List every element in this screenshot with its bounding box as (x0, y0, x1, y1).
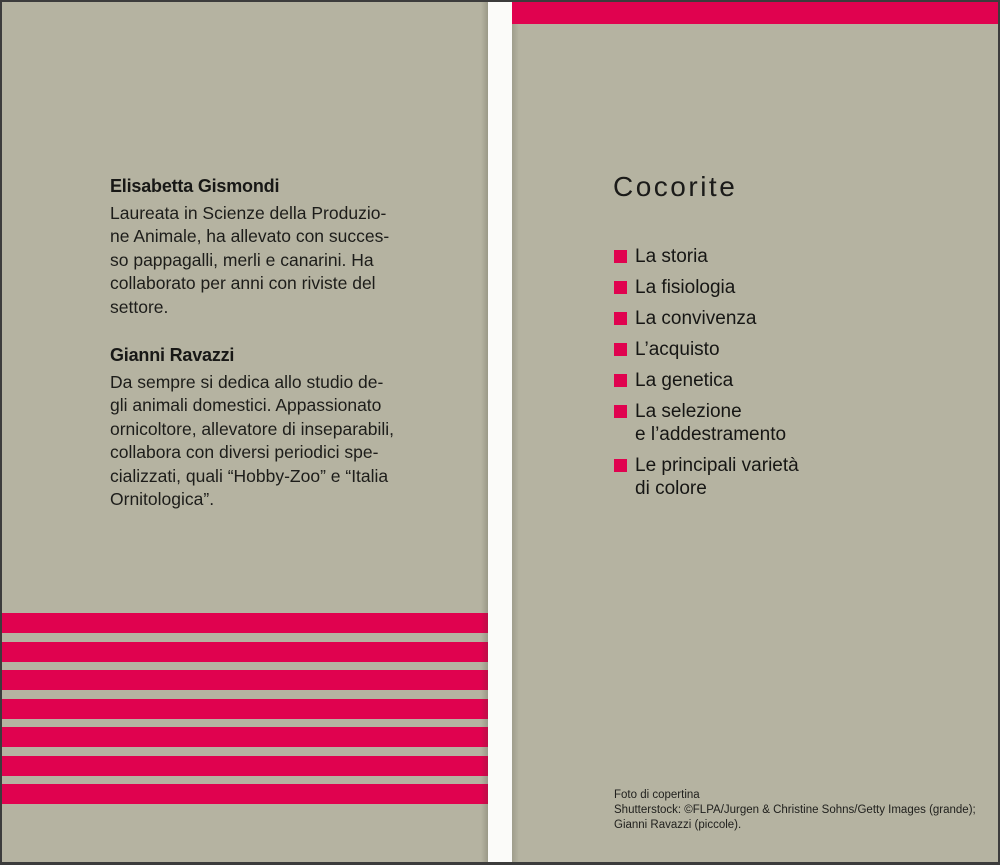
author-block (110, 174, 410, 319)
topic-text (635, 307, 756, 330)
topic-item (614, 276, 944, 299)
topic-line: L’acquisto (635, 339, 720, 360)
square-bullet-icon (614, 405, 627, 418)
credit-line: Foto di copertina (614, 789, 700, 801)
spine-gutter (488, 2, 512, 862)
topic-line: La convivenza (635, 308, 757, 329)
topic-text (635, 276, 735, 299)
stripe (2, 613, 488, 633)
topic-text (635, 369, 733, 392)
photo-credits (614, 788, 984, 833)
topic-item (614, 245, 944, 268)
credit-line: Shutterstock: ©FLPA/Jurgen & Christine Sohns/Getty Images (grande); (614, 804, 976, 816)
bio-line: collabora con diversi periodici spe- (110, 442, 379, 463)
credit-line: Gianni Ravazzi (piccole). (614, 819, 742, 831)
book-title: Cocorite (613, 171, 738, 202)
author-bios (110, 174, 410, 511)
stripe-decoration (2, 613, 488, 813)
topic-item (614, 454, 944, 500)
bio-line: ornicoltore, allevatore di inseparabili, (110, 418, 395, 439)
stripe (2, 784, 488, 804)
stripe (2, 642, 488, 662)
topics-list (614, 245, 944, 508)
topic-line: di colore (635, 478, 707, 499)
author-block (110, 343, 410, 511)
stripe (2, 670, 488, 690)
square-bullet-icon (614, 281, 627, 294)
square-bullet-icon (614, 312, 627, 325)
bio-line: collaborato per anni con riviste del (110, 273, 376, 294)
author-name: Elisabetta Gismondi (110, 176, 280, 196)
topic-line: e l’addestramento (635, 424, 787, 445)
square-bullet-icon (614, 343, 627, 356)
topic-line: La storia (635, 246, 708, 267)
stripe (2, 699, 488, 719)
top-accent-band (512, 2, 998, 24)
left-flap-panel (2, 2, 488, 862)
stripe (2, 727, 488, 747)
square-bullet-icon (614, 459, 627, 472)
bio-line: cializzati, quali “Hobby-Zoo” e “Italia (110, 465, 389, 486)
topic-item (614, 400, 944, 446)
author-bio (110, 371, 410, 511)
topic-line: La fisiologia (635, 277, 736, 298)
square-bullet-icon (614, 374, 627, 387)
topic-text (635, 338, 720, 361)
bio-line: Laureata in Scienze della Produzio- (110, 203, 387, 223)
topic-item (614, 338, 944, 361)
bio-line: so pappagalli, merli e canarini. Ha (110, 249, 374, 270)
topic-text (635, 400, 786, 446)
author-bio (110, 202, 410, 319)
bio-line: ne Animale, ha allevato con succes- (110, 226, 390, 247)
topic-text (635, 454, 799, 500)
author-name: Gianni Ravazzi (110, 345, 235, 366)
bio-line: settore. (110, 296, 169, 317)
back-cover-panel (512, 2, 998, 862)
square-bullet-icon (614, 250, 627, 263)
stripe (2, 756, 488, 776)
bio-line: gli animali domestici. Appassionato (110, 395, 382, 416)
bio-line: Ornitologica”. (110, 489, 215, 510)
topic-line: Le principali varietà (635, 455, 799, 476)
topic-item (614, 369, 944, 392)
topic-item (614, 307, 944, 330)
topic-line: La selezione (635, 401, 742, 422)
bio-line: Da sempre si dedica allo studio de- (110, 372, 384, 393)
topic-text (635, 245, 708, 268)
topic-line: La genetica (635, 370, 734, 391)
